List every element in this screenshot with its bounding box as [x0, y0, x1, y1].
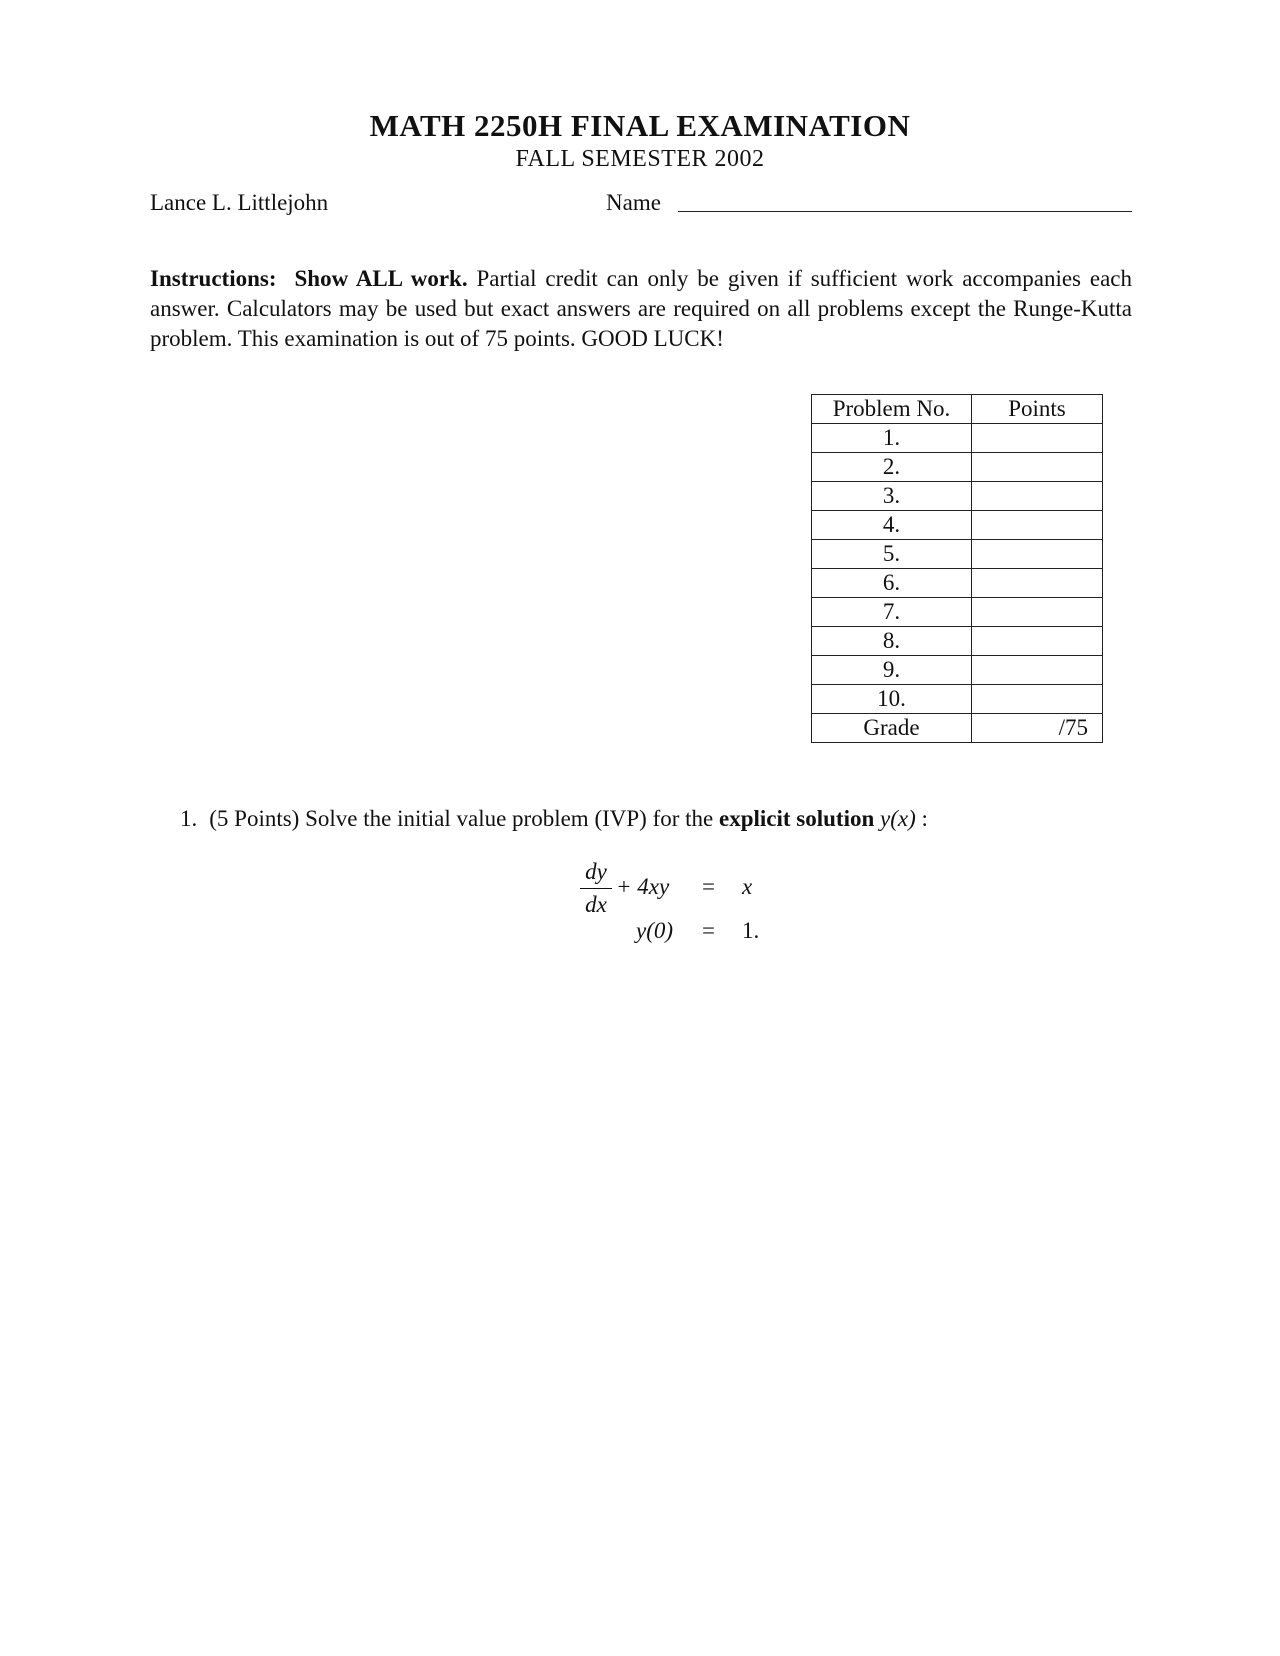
- problem-emphasis: explicit solution: [719, 806, 875, 831]
- table-row: [812, 511, 1103, 540]
- grade-table-header: [812, 395, 1103, 424]
- exam-subtitle: FALL SEMESTER 2002: [515, 146, 765, 172]
- name-label: Name: [606, 190, 661, 215]
- equation-1-equals: =: [702, 874, 715, 899]
- grade-total[interactable]: /75: [972, 714, 1103, 743]
- author-name: Lance L. Littlejohn: [150, 190, 329, 215]
- name-blank-line[interactable]: [678, 211, 1132, 212]
- table-row: [812, 453, 1103, 482]
- equation-2-lhs: y(0): [636, 918, 674, 943]
- points-cell[interactable]: [972, 627, 1103, 656]
- table-row: [812, 482, 1103, 511]
- equation-2-rhs: 1.: [742, 918, 760, 943]
- problem-number: 5.: [812, 540, 972, 569]
- table-row: [812, 540, 1103, 569]
- problem-1-statement: [180, 806, 928, 832]
- table-row: [812, 598, 1103, 627]
- grade-total-row: [812, 714, 1103, 743]
- points-cell[interactable]: [972, 540, 1103, 569]
- header-points: Points: [972, 395, 1103, 424]
- problem-number: 10.: [812, 685, 972, 714]
- grade-label: Grade: [812, 714, 972, 743]
- problem-number: 2.: [812, 453, 972, 482]
- derivative-fraction: [580, 858, 612, 919]
- instructions-label: Instructions:: [150, 266, 277, 291]
- points-cell[interactable]: [972, 598, 1103, 627]
- problem-number: 3.: [812, 482, 972, 511]
- problem-text: (5 Points) Solve the initial value problem (IVP) for the: [209, 806, 714, 831]
- points-cell[interactable]: [972, 685, 1103, 714]
- problem-number: 9.: [812, 656, 972, 685]
- table-row: [812, 569, 1103, 598]
- problem-number: 6.: [812, 569, 972, 598]
- points-cell[interactable]: [972, 569, 1103, 598]
- table-row: [812, 656, 1103, 685]
- table-row: [812, 627, 1103, 656]
- problem-number: 1.: [812, 424, 972, 453]
- problem-number: 7.: [812, 598, 972, 627]
- instructions-text: Partial credit can only be given if sufficient work accompanies each answer. Calculators may be used but exact answers are required on all problems except the Runge-Kutta problem. This examination is out of 75 points. GOOD LUCK!: [150, 266, 1132, 351]
- exam-title: MATH 2250H FINAL EXAMINATION: [369, 108, 911, 143]
- fraction-numerator: dy: [585, 859, 607, 884]
- fraction-denominator: dx: [585, 892, 607, 917]
- equation-2-equals: =: [702, 918, 715, 943]
- equation-1-lhs: + 4xy: [616, 874, 670, 899]
- problem-number: 8.: [812, 627, 972, 656]
- problem-colon: :: [921, 806, 928, 831]
- instructions-paragraph: [150, 264, 1132, 354]
- table-row: [812, 685, 1103, 714]
- points-cell[interactable]: [972, 511, 1103, 540]
- table-row: [812, 424, 1103, 453]
- points-cell[interactable]: [972, 424, 1103, 453]
- equation-1-rhs: x: [742, 874, 753, 899]
- problem-number: 1.: [180, 806, 198, 831]
- problem-number: 4.: [812, 511, 972, 540]
- header-problem-no: Problem No.: [812, 395, 972, 424]
- points-cell[interactable]: [972, 482, 1103, 511]
- problem-function: y(x): [880, 806, 916, 831]
- instructions-emphasis: Show ALL work.: [294, 266, 468, 291]
- points-cell[interactable]: [972, 656, 1103, 685]
- points-cell[interactable]: [972, 453, 1103, 482]
- fraction-bar: [580, 888, 612, 889]
- grade-table: [811, 394, 1103, 743]
